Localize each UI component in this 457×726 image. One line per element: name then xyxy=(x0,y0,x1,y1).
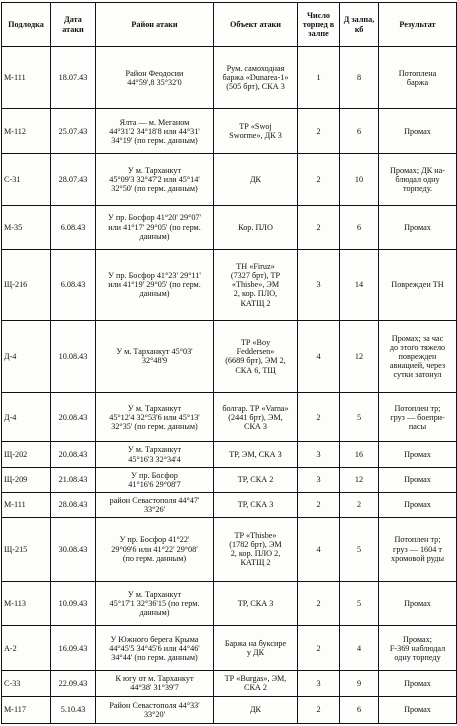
cell-distance-text: 5 xyxy=(356,412,362,422)
cell-submarine-text: М-113 xyxy=(4,598,26,608)
cell-area-text: У пр. Босфор 41°16'6 29°08'7 xyxy=(128,470,181,489)
cell-date-text: 28.07.43 xyxy=(58,174,88,184)
cell-result-text: Промах xyxy=(404,475,431,485)
cell-torpedoes xyxy=(298,626,340,671)
cell-area xyxy=(96,517,214,581)
cell-date-text: 10.09.43 xyxy=(58,598,88,608)
cell-distance-text: 5 xyxy=(356,544,362,554)
cell-area xyxy=(96,696,214,723)
cell-target-text: Баржа на буксире у ДК xyxy=(224,639,287,658)
cell-torpedoes xyxy=(298,671,340,696)
cell-torpedoes xyxy=(298,109,340,154)
cell-torpedoes-text: 2 xyxy=(316,126,321,136)
cell-area xyxy=(96,467,214,492)
cell-result-text: Промах xyxy=(404,126,431,136)
cell-target xyxy=(214,492,298,517)
cell-area-text: У пр. Босфор 41°22' 29°09'6 или 41°22' 29°08' (по герм. данным) xyxy=(111,535,198,563)
cell-area xyxy=(96,47,214,109)
cell-submarine xyxy=(2,320,51,392)
cell-date xyxy=(51,109,96,154)
cell-submarine xyxy=(2,696,51,723)
cell-target xyxy=(214,205,298,249)
cell-submarine xyxy=(2,442,51,467)
cell-distance xyxy=(340,626,379,671)
cell-target-text: ДК xyxy=(249,705,262,715)
cell-target xyxy=(214,671,298,696)
cell-torpedoes xyxy=(298,393,340,442)
cell-result-text: Промах xyxy=(404,705,431,715)
cell-result xyxy=(379,492,457,517)
cell-submarine xyxy=(2,467,51,492)
cell-submarine-text: С-31 xyxy=(4,174,21,184)
table-row xyxy=(2,47,457,109)
cell-distance xyxy=(340,109,379,154)
cell-submarine xyxy=(2,154,51,205)
cell-area-text: район Севастополя 44°47' 33°26' xyxy=(109,495,200,514)
cell-distance xyxy=(340,205,379,249)
cell-area xyxy=(96,671,214,696)
cell-date xyxy=(51,467,96,492)
cell-distance xyxy=(340,581,379,626)
cell-distance xyxy=(340,154,379,205)
cell-distance xyxy=(340,696,379,723)
cell-torpedoes xyxy=(298,492,340,517)
cell-target xyxy=(214,626,298,671)
cell-torpedoes-text: 1 xyxy=(316,73,321,83)
cell-area xyxy=(96,393,214,442)
cell-distance-text: 16 xyxy=(354,449,364,459)
cell-result-text: Потоплен тр; груз — 1604 т хромовой руды xyxy=(391,535,444,563)
cell-torpedoes-text: 2 xyxy=(316,412,321,422)
cell-date xyxy=(51,517,96,581)
cell-distance-text: 6 xyxy=(356,126,362,136)
cell-date-text: 6.08.43 xyxy=(60,222,86,232)
cell-torpedoes xyxy=(298,517,340,581)
cell-target xyxy=(214,47,298,109)
cell-area xyxy=(96,249,214,320)
cell-date xyxy=(51,492,96,517)
cell-date xyxy=(51,320,96,392)
cell-date xyxy=(51,249,96,320)
cell-date xyxy=(51,393,96,442)
cell-area xyxy=(96,205,214,249)
table-row xyxy=(2,320,457,392)
cell-submarine-text: М-111 xyxy=(4,500,26,510)
cell-distance xyxy=(340,671,379,696)
cell-torpedoes xyxy=(298,467,340,492)
table-row xyxy=(2,671,457,696)
cell-area-text: У м. Тарханкут 45°16'3 32°34'4 xyxy=(127,445,182,464)
cell-result-text: Промах xyxy=(404,500,431,510)
cell-area-text: Ялта — м. Меганом 44°31'2 34°18'8 или 44°31' 34°19' (по герм. данным) xyxy=(109,117,200,145)
cell-target-text: ТР «Swoj Sworme», ДК 3 xyxy=(229,122,282,141)
cell-torpedoes xyxy=(298,320,340,392)
cell-date xyxy=(51,442,96,467)
cell-date xyxy=(51,626,96,671)
header-date: Дата атаки xyxy=(51,3,96,47)
cell-target-text: Рум. самоходная баржа «Dunarea-1» (505 брт), СКА 3 xyxy=(222,63,289,92)
cell-submarine xyxy=(2,47,51,109)
table-row xyxy=(2,109,457,154)
cell-area-text: У м. Тарханкут 45°09'3 32°47'2 или 45°14' 32°50' (по герм. данным) xyxy=(109,165,200,194)
cell-distance-text: 6 xyxy=(356,705,362,715)
cell-submarine xyxy=(2,492,51,517)
cell-area xyxy=(96,626,214,671)
cell-distance xyxy=(340,393,379,442)
cell-date xyxy=(51,47,96,109)
cell-date-text: 5.10.43 xyxy=(60,705,86,715)
cell-distance xyxy=(340,492,379,517)
cell-torpedoes-text: 3 xyxy=(316,678,321,688)
cell-target xyxy=(214,442,298,467)
cell-distance xyxy=(340,517,379,581)
cell-area xyxy=(96,442,214,467)
cell-distance xyxy=(340,249,379,320)
cell-area xyxy=(96,154,214,205)
cell-date-text: 30.08.43 xyxy=(58,544,88,554)
cell-target-text: ДК xyxy=(249,174,262,184)
cell-area-text: У м. Тарханкут 45°03' 32°48'9 xyxy=(116,347,193,366)
cell-result xyxy=(379,626,457,671)
cell-result-text: Промах xyxy=(404,678,431,688)
cell-result xyxy=(379,581,457,626)
cell-target xyxy=(214,154,298,205)
cell-target xyxy=(214,320,298,392)
cell-result-text: Промах; за час до этого тяжело поврежден авиацией, через сутки затонул xyxy=(389,333,446,380)
cell-target xyxy=(214,393,298,442)
cell-torpedoes-text: 2 xyxy=(316,500,321,510)
cell-submarine-text: М-117 xyxy=(4,705,26,715)
table-body xyxy=(2,47,457,724)
cell-submarine-text: С-33 xyxy=(4,678,21,688)
cell-area xyxy=(96,320,214,392)
cell-target-text: ТР «Thisbe» (1782 брт), ЭМ 2, кор. ПЛО 2, КАТЩ 2 xyxy=(229,530,282,568)
cell-torpedoes-text: 4 xyxy=(316,351,321,361)
table-row xyxy=(2,393,457,442)
cell-submarine-text: М-112 xyxy=(4,126,26,136)
cell-date xyxy=(51,671,96,696)
cell-target xyxy=(214,696,298,723)
cell-result xyxy=(379,393,457,442)
cell-result-text: Промах xyxy=(404,449,431,459)
header-distance: Д залпа, кб xyxy=(340,3,379,47)
cell-result-text: Потоплен тр; груз — боепри- пасы xyxy=(390,403,445,431)
table-row xyxy=(2,154,457,205)
cell-result xyxy=(379,320,457,392)
cell-torpedoes xyxy=(298,696,340,723)
cell-date-text: 28.08.43 xyxy=(58,500,88,510)
cell-target xyxy=(214,517,298,581)
cell-area xyxy=(96,581,214,626)
cell-result xyxy=(379,205,457,249)
cell-area-text: У пр. Босфор 41°20' 29°07' или 41°17' 29°05' (по герм. данным) xyxy=(108,213,201,241)
table-row xyxy=(2,581,457,626)
table-row xyxy=(2,626,457,671)
cell-result xyxy=(379,517,457,581)
submarine-attacks-table xyxy=(1,2,457,724)
cell-result xyxy=(379,467,457,492)
cell-area-text: У Южного берега Крыма 44°45'5 34°45'6 или 44°46' 34°44' (по герм. данным) xyxy=(109,634,200,662)
cell-result xyxy=(379,671,457,696)
cell-torpedoes-text: 2 xyxy=(316,222,321,232)
cell-date xyxy=(51,205,96,249)
cell-submarine-text: Д-4 xyxy=(4,412,17,422)
cell-distance xyxy=(340,320,379,392)
cell-torpedoes xyxy=(298,581,340,626)
cell-torpedoes-text: 3 xyxy=(316,449,321,459)
cell-result-text: Промах xyxy=(404,222,431,232)
cell-distance-text: 2 xyxy=(356,500,362,510)
cell-target-text: ТР, СКА 3 xyxy=(237,500,274,510)
table-row xyxy=(2,517,457,581)
cell-result-text: Промах xyxy=(404,598,431,608)
cell-torpedoes-text: 2 xyxy=(316,174,321,184)
cell-torpedoes-text: 3 xyxy=(316,280,321,290)
cell-date-text: 25.07.43 xyxy=(58,126,88,136)
cell-date-text: 10.08.43 xyxy=(58,351,88,361)
cell-area xyxy=(96,109,214,154)
cell-distance-text: 6 xyxy=(356,222,362,232)
cell-date xyxy=(51,581,96,626)
cell-submarine xyxy=(2,626,51,671)
cell-distance-text: 14 xyxy=(354,280,364,290)
cell-area-text: У м. Тарханкут 45°17'1 32°36'15 (по герм. данным) xyxy=(109,589,200,618)
cell-target xyxy=(214,249,298,320)
cell-result xyxy=(379,442,457,467)
cell-distance-text: 12 xyxy=(354,475,364,485)
cell-target-text: ТР «Boy Feddersen» (6689 брт), ЭМ 2, СКА 6, ТЩ xyxy=(225,338,286,375)
table-row xyxy=(2,492,457,517)
cell-area-text: Район Феодосии 44°59',8 35°32'0 xyxy=(125,68,184,87)
cell-target-text: Кор. ПЛО xyxy=(238,222,273,232)
cell-date-text: 16.09.43 xyxy=(58,643,88,653)
table-row xyxy=(2,696,457,723)
cell-torpedoes xyxy=(298,47,340,109)
cell-torpedoes-text: 4 xyxy=(316,544,321,554)
cell-distance xyxy=(340,467,379,492)
cell-torpedoes-text: 3 xyxy=(316,475,321,485)
cell-distance-text: 10 xyxy=(354,174,364,184)
cell-area-text: К югу от м. Тарханкут 44°38' 31°39'7 xyxy=(115,674,194,693)
table-row xyxy=(2,467,457,492)
header-area: Район атаки xyxy=(96,3,214,47)
cell-target-text: ТР, ЭМ, СКА 3 xyxy=(229,449,282,459)
cell-result xyxy=(379,47,457,109)
cell-submarine-text: Щ-202 xyxy=(4,449,28,459)
cell-date xyxy=(51,696,96,723)
header-submarine: Подлодка xyxy=(2,3,51,47)
cell-date xyxy=(51,154,96,205)
cell-distance xyxy=(340,442,379,467)
cell-target xyxy=(214,109,298,154)
header-torpedoes: Число торпед в залпе xyxy=(298,3,340,47)
cell-result xyxy=(379,696,457,723)
cell-area-text: У м. Тарханкут 45°12'4 32°53'6 или 45°13' 32°35' (по герм. данным) xyxy=(109,403,200,431)
cell-submarine xyxy=(2,517,51,581)
cell-torpedoes-text: 2 xyxy=(316,643,321,653)
cell-submarine xyxy=(2,205,51,249)
cell-submarine-text: Щ-215 xyxy=(4,544,28,554)
cell-submarine xyxy=(2,581,51,626)
cell-torpedoes xyxy=(298,249,340,320)
cell-submarine-text: Щ-216 xyxy=(4,280,28,290)
cell-distance-text: 4 xyxy=(356,643,362,653)
cell-area xyxy=(96,492,214,517)
cell-submarine-text: М-111 xyxy=(4,73,26,83)
cell-area-text: У пр. Босфор 41°23' 29°11' или 41°19' 29°05' (по герм. данным) xyxy=(108,270,201,299)
cell-target-text: ТР «Burgas», ЭМ, СКА 2 xyxy=(224,674,287,693)
cell-torpedoes xyxy=(298,205,340,249)
table-row xyxy=(2,442,457,467)
cell-date-text: 20.08.43 xyxy=(58,449,88,459)
cell-date-text: 6.08.43 xyxy=(60,280,86,290)
cell-submarine xyxy=(2,109,51,154)
cell-date-text: 20.08.43 xyxy=(58,412,88,422)
cell-result xyxy=(379,154,457,205)
cell-area-text: Район Севастополя 44°33' 33°20' xyxy=(109,700,200,719)
cell-date-text: 21.08.43 xyxy=(58,475,88,485)
cell-submarine xyxy=(2,393,51,442)
table-header-row xyxy=(2,3,457,47)
cell-distance-text: 12 xyxy=(354,351,364,361)
cell-date-text: 18.07.43 xyxy=(58,73,88,83)
cell-submarine xyxy=(2,249,51,320)
table-row xyxy=(2,249,457,320)
cell-submarine-text: М-35 xyxy=(4,222,23,232)
cell-result-text: Поврежден ТН xyxy=(391,280,444,290)
cell-result-text: Промах; F-369 наблюдал одну торпеду xyxy=(389,634,446,662)
cell-torpedoes xyxy=(298,442,340,467)
cell-result xyxy=(379,249,457,320)
cell-target-text: болгар. ТР «Varna» (2441 брт), ЭМ, СКА 3 xyxy=(222,403,289,431)
cell-target-text: ТР, СКА 3 xyxy=(237,598,274,608)
cell-distance-text: 8 xyxy=(356,73,362,83)
cell-submarine-text: А-2 xyxy=(4,643,17,653)
cell-distance-text: 9 xyxy=(356,678,362,688)
cell-result-text: Промах; ДК на- блюдал одну торпеду. xyxy=(390,165,445,194)
cell-target xyxy=(214,581,298,626)
cell-date-text: 22.09.43 xyxy=(58,678,88,688)
cell-torpedoes xyxy=(298,154,340,205)
cell-distance-text: 5 xyxy=(356,598,362,608)
cell-result-text: Потоплена баржа xyxy=(398,68,437,87)
cell-submarine-text: Д-4 xyxy=(4,351,17,361)
cell-torpedoes-text: 2 xyxy=(316,598,321,608)
cell-target-text: ТР, СКА 2 xyxy=(237,475,274,485)
cell-distance xyxy=(340,47,379,109)
cell-submarine-text: Щ-209 xyxy=(4,475,28,485)
header-result: Результат xyxy=(379,3,457,47)
table-row xyxy=(2,205,457,249)
cell-result xyxy=(379,109,457,154)
cell-torpedoes-text: 2 xyxy=(316,705,321,715)
cell-submarine xyxy=(2,671,51,696)
cell-target xyxy=(214,467,298,492)
header-target: Объект атаки xyxy=(214,3,298,47)
cell-target-text: ТН «Firuz» (7327 брт), ТР «Thisbe», ЭМ 2, кор. ПЛО, КАТЩ 2 xyxy=(230,261,281,308)
